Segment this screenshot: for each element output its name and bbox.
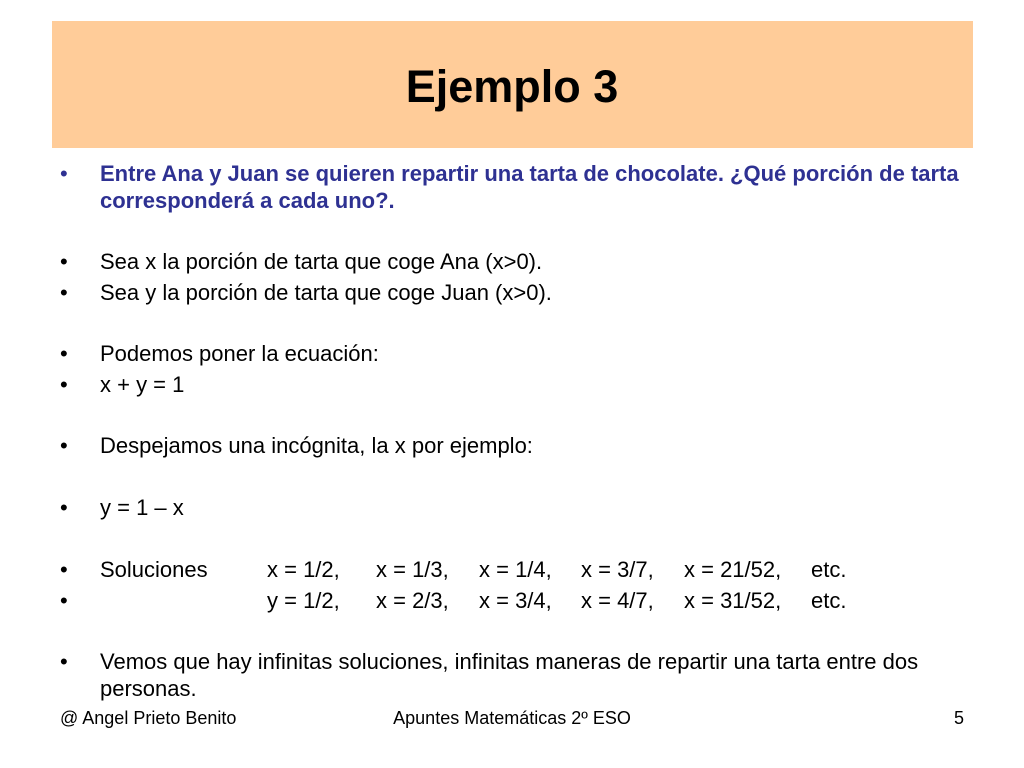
solution-y-1: y = 1/2, [267, 588, 340, 613]
solution-x-5: x = 21/52, [684, 557, 782, 582]
problem-statement: Entre Ana y Juan se quieren repartir una tarta de chocolate. ¿Qué porción de tarta corresponderá a cada uno?. [100, 161, 959, 213]
solution-y-2: x = 2/3, [376, 588, 449, 613]
footer-author: @ Angel Prieto Benito [60, 708, 237, 728]
bullet-marker: • [60, 495, 68, 520]
bullet-marker: • [60, 433, 68, 458]
x-definition: Sea x la porción de tarta que coge Ana (x>0). [100, 249, 543, 274]
bullet-marker: • [60, 161, 68, 186]
solution-y-4: x = 4/7, [581, 588, 654, 613]
solution-y-etc: etc. [811, 588, 847, 613]
bullet-marker: • [60, 280, 68, 305]
footer-page-number: 5 [953, 708, 964, 728]
conclusion: Vemos que hay infinitas soluciones, infinitas maneras de repartir una tarta entre dos personas. [100, 649, 919, 701]
bullet-marker: • [60, 249, 68, 274]
equation: x + y = 1 [100, 372, 185, 397]
solution-x-2: x = 1/3, [376, 557, 449, 582]
solutions-label: Soluciones [100, 557, 208, 582]
solution-x-4: x = 3/7, [581, 557, 654, 582]
solution-x-1: x = 1/2, [267, 557, 340, 582]
y-definition: Sea y la porción de tarta que coge Juan (x>0). [100, 280, 552, 305]
equation-intro: Podemos poner la ecuación: [100, 341, 379, 366]
solution-y-5: x = 31/52, [684, 588, 782, 613]
footer-course: Apuntes Matemáticas 2º ESO [393, 708, 631, 728]
solution-y-3: x = 3/4, [479, 588, 552, 613]
solve-intro: Despejamos una incógnita, la x por ejemplo: [100, 433, 533, 458]
solution-x-3: x = 1/4, [479, 557, 552, 582]
slide-title: Ejemplo 3 [405, 61, 619, 112]
bullet-marker: • [60, 649, 68, 674]
bullet-marker: • [60, 372, 68, 397]
bullet-marker: • [60, 557, 68, 582]
solution-x-etc: etc. [811, 557, 847, 582]
bullet-marker: • [60, 341, 68, 366]
solved-equation: y = 1 – x [100, 495, 184, 520]
bullet-marker: • [60, 588, 68, 613]
